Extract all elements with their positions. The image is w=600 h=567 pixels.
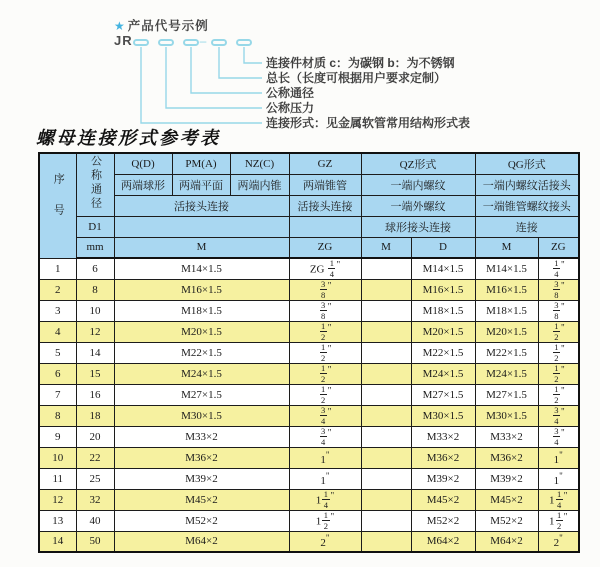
- table-cell: $\frac{1}{2}$ ": [289, 321, 361, 342]
- subheader-qz-d: D: [411, 237, 475, 258]
- table-cell: [361, 510, 411, 531]
- table-cell: M52×2: [475, 510, 538, 531]
- table-cell: 20: [76, 426, 114, 447]
- table-cell: 1: [39, 258, 76, 279]
- table-row: [39, 426, 579, 447]
- table-title: 螺母连接形式参考表: [36, 128, 221, 148]
- table-cell: M52×2: [114, 510, 289, 531]
- table-cell: 12: [39, 489, 76, 510]
- table-cell: M33×2: [114, 426, 289, 447]
- table-cell: $\frac{3}{4}$ ": [538, 405, 579, 426]
- table-cell: M36×2: [114, 447, 289, 468]
- table-cell: M33×2: [475, 426, 538, 447]
- table-cell: [361, 531, 411, 552]
- table-cell: 40: [76, 510, 114, 531]
- table-cell: 10: [76, 300, 114, 321]
- table-row: [39, 363, 579, 384]
- table-cell: 1": [538, 468, 579, 489]
- subheader-pm-desc: 两端平面: [172, 174, 230, 195]
- diagram-title-text: 产品代号示例: [127, 19, 209, 33]
- table-cell: $\frac{1}{2}$ ": [538, 321, 579, 342]
- table-cell: M64×2: [475, 531, 538, 552]
- table-cell: M27×1.5: [411, 384, 475, 405]
- table-row: [39, 300, 579, 321]
- table-cell: M24×1.5: [411, 363, 475, 384]
- diagram-label-pressure: 公称压力: [266, 101, 315, 115]
- table-header: [39, 153, 579, 258]
- col-header-seq: 序号: [39, 153, 76, 258]
- table-cell: $\frac{3}{4}$ ": [289, 426, 361, 447]
- table-cell: 1": [289, 447, 361, 468]
- table-cell: 10: [39, 447, 76, 468]
- table-cell: 50: [76, 531, 114, 552]
- col-header-pm: PM(A): [172, 153, 230, 174]
- table-body: [39, 258, 579, 552]
- table-cell: M64×2: [411, 531, 475, 552]
- table-cell: M27×1.5: [114, 384, 289, 405]
- table-row: [39, 405, 579, 426]
- col-header-nominal-diameter: 公称通径: [76, 153, 114, 216]
- table-cell: M64×2: [114, 531, 289, 552]
- table-cell: $\frac{1}{2}$ ": [538, 384, 579, 405]
- table-cell: [361, 384, 411, 405]
- table-cell: 1 $\frac{1}{2}$ ": [289, 510, 361, 531]
- table-cell: 16: [76, 384, 114, 405]
- table-cell: M14×1.5: [475, 258, 538, 279]
- table-cell: M36×2: [475, 447, 538, 468]
- empty-cell: [114, 216, 289, 237]
- table-cell: M45×2: [411, 489, 475, 510]
- table-cell: M18×1.5: [411, 300, 475, 321]
- subheader-mm: mm: [76, 237, 114, 258]
- table-cell: $\frac{1}{2}$ ": [289, 384, 361, 405]
- table-row: [39, 531, 579, 552]
- table-cell: 15: [76, 363, 114, 384]
- table-row: [39, 489, 579, 510]
- table-row: [39, 279, 579, 300]
- table-cell: 5: [39, 342, 76, 363]
- table-row: [39, 510, 579, 531]
- nut-connection-table: [38, 152, 580, 553]
- subheader-qg-desc: 一端内螺纹活接头: [475, 174, 579, 195]
- table-cell: M20×1.5: [411, 321, 475, 342]
- table-cell: M16×1.5: [411, 279, 475, 300]
- table-cell: 3: [39, 300, 76, 321]
- table-cell: $\frac{3}{8}$ ": [289, 279, 361, 300]
- table-cell: M18×1.5: [475, 300, 538, 321]
- table-cell: $\frac{1}{2}$ ": [538, 363, 579, 384]
- col-header-q: Q(D): [114, 153, 172, 174]
- table-cell: M18×1.5: [114, 300, 289, 321]
- table-cell: 12: [76, 321, 114, 342]
- subheader-q-desc: 两端球形: [114, 174, 172, 195]
- subheader-m: M: [114, 237, 289, 258]
- table-cell: 1 $\frac{1}{2}$ ": [538, 510, 579, 531]
- table-row: [39, 447, 579, 468]
- table-cell: 25: [76, 468, 114, 489]
- table-cell: $\frac{3}{8}$ ": [538, 279, 579, 300]
- table-cell: 13: [39, 510, 76, 531]
- table-cell: 32: [76, 489, 114, 510]
- table-cell: M45×2: [475, 489, 538, 510]
- table-cell: $\frac{3}{4}$ ": [289, 405, 361, 426]
- table-cell: 8: [39, 405, 76, 426]
- table-cell: 1 $\frac{1}{4}$ ": [538, 489, 579, 510]
- subheader-qz-m: M: [361, 237, 411, 258]
- table-cell: [361, 363, 411, 384]
- table-cell: $\frac{3}{8}$ ": [289, 300, 361, 321]
- table-cell: 2": [289, 531, 361, 552]
- product-code-prefix: JR: [114, 33, 133, 48]
- table-cell: [361, 279, 411, 300]
- table-cell: 6: [76, 258, 114, 279]
- table-cell: 14: [39, 531, 76, 552]
- code-dash: –: [199, 33, 207, 48]
- star-icon: ★: [114, 19, 126, 33]
- table-cell: [361, 468, 411, 489]
- table-cell: M30×1.5: [411, 405, 475, 426]
- table-cell: M20×1.5: [114, 321, 289, 342]
- table-cell: 1": [538, 447, 579, 468]
- table-cell: M39×2: [411, 468, 475, 489]
- diagram-label-length: 总长（长度可根据用户要求定制）: [266, 71, 447, 85]
- table-cell: M39×2: [475, 468, 538, 489]
- table-cell: M14×1.5: [411, 258, 475, 279]
- col-header-gz: GZ: [289, 153, 361, 174]
- diagram-label-connection: 连接形式：见金属软管常用结构形式表: [266, 116, 471, 130]
- subheader-ball-joint: 球形接头连接: [361, 216, 475, 237]
- table-cell: 1 $\frac{1}{4}$ ": [289, 489, 361, 510]
- table-cell: $\frac{3}{4}$ ": [538, 426, 579, 447]
- table-cell: 22: [76, 447, 114, 468]
- subheader-gz-union: 活接头连接: [289, 195, 361, 216]
- table-cell: 7: [39, 384, 76, 405]
- table-row: [39, 258, 579, 279]
- subheader-qz-desc: 一端内螺纹: [361, 174, 475, 195]
- table-cell: 6: [39, 363, 76, 384]
- table-cell: [361, 405, 411, 426]
- table-cell: M30×1.5: [475, 405, 538, 426]
- col-header-qg: QG形式: [475, 153, 579, 174]
- table-cell: M20×1.5: [475, 321, 538, 342]
- table-cell: 14: [76, 342, 114, 363]
- col-header-nz: NZ(C): [230, 153, 289, 174]
- table-cell: [361, 321, 411, 342]
- table-row: [39, 468, 579, 489]
- subheader-connect: 连接: [475, 216, 579, 237]
- table-cell: M22×1.5: [411, 342, 475, 363]
- table-cell: M22×1.5: [475, 342, 538, 363]
- table-cell: M24×1.5: [114, 363, 289, 384]
- table-cell: [361, 489, 411, 510]
- table-cell: M16×1.5: [114, 279, 289, 300]
- diagram-label-diameter: 公称通径: [266, 86, 315, 100]
- subheader-union-connection: 活接头连接: [114, 195, 289, 216]
- table-cell: M27×1.5: [475, 384, 538, 405]
- table-cell: $\frac{3}{8}$ ": [538, 300, 579, 321]
- table-cell: 11: [39, 468, 76, 489]
- table-cell: [361, 447, 411, 468]
- table-cell: $\frac{1}{4}$ ": [538, 258, 579, 279]
- table-cell: [361, 426, 411, 447]
- table-cell: M24×1.5: [475, 363, 538, 384]
- table-cell: 8: [76, 279, 114, 300]
- table-cell: M36×2: [411, 447, 475, 468]
- table-cell: $\frac{1}{2}$ ": [289, 342, 361, 363]
- table-cell: 18: [76, 405, 114, 426]
- table-cell: $\frac{1}{2}$ ": [538, 342, 579, 363]
- subheader-nz-desc: 两端内锥: [230, 174, 289, 195]
- subheader-qg-m: M: [475, 237, 538, 258]
- table-row: [39, 384, 579, 405]
- table-cell: M16×1.5: [475, 279, 538, 300]
- subheader-qg-taper: 一端锥管螺纹接头: [475, 195, 579, 216]
- table-cell: [361, 342, 411, 363]
- subheader-d1: D1: [76, 216, 114, 237]
- table-cell: M33×2: [411, 426, 475, 447]
- subheader-qg-zg: ZG: [538, 237, 579, 258]
- table-cell: 1": [289, 468, 361, 489]
- table-cell: M45×2: [114, 489, 289, 510]
- empty-cell: [289, 216, 361, 237]
- table-row: [39, 321, 579, 342]
- subheader-qz-external: 一端外螺纹: [361, 195, 475, 216]
- table-cell: 2: [39, 279, 76, 300]
- table-cell: M30×1.5: [114, 405, 289, 426]
- table-cell: M39×2: [114, 468, 289, 489]
- table-cell: 9: [39, 426, 76, 447]
- subheader-gz-desc: 两端锥管: [289, 174, 361, 195]
- table-row: [39, 342, 579, 363]
- table-cell: 4: [39, 321, 76, 342]
- table-cell: ZG $\frac{1}{4}$ ": [289, 258, 361, 279]
- diagram-label-material: 连接件材质 c：为碳钢 b：为不锈钢: [266, 56, 455, 70]
- table-cell: [361, 300, 411, 321]
- table-cell: M52×2: [411, 510, 475, 531]
- table-cell: M14×1.5: [114, 258, 289, 279]
- subheader-zg: ZG: [289, 237, 361, 258]
- col-header-qz: QZ形式: [361, 153, 475, 174]
- table-cell: [361, 258, 411, 279]
- table-cell: $\frac{1}{2}$ ": [289, 363, 361, 384]
- table-cell: 2": [538, 531, 579, 552]
- table-cell: M22×1.5: [114, 342, 289, 363]
